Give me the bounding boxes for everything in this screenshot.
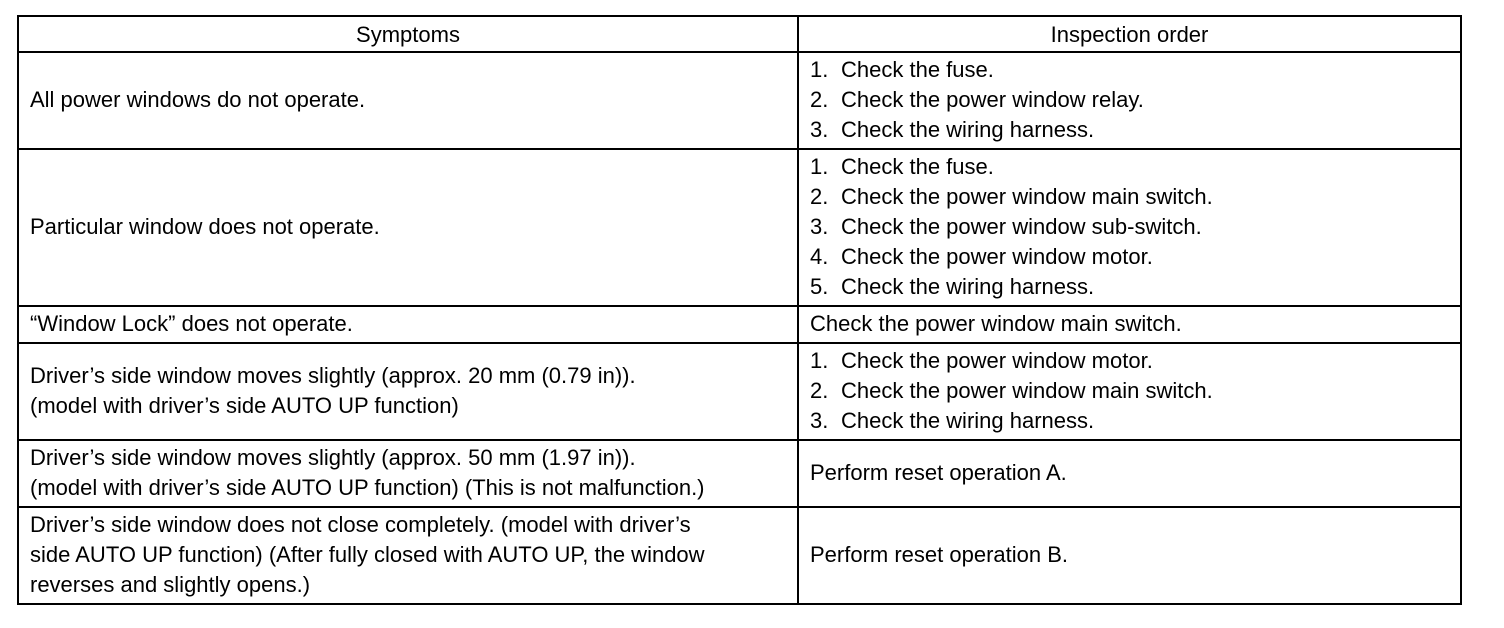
step-text: Check the fuse. <box>841 57 994 82</box>
inspection-step: 1. Check the fuse. <box>810 154 994 179</box>
symptom-cell <box>18 507 798 604</box>
inspection-cell <box>798 149 1461 306</box>
symptom-text: Driver’s side window moves slightly (approx. 20 mm (0.79 in)). <box>30 363 636 388</box>
inspection-step: 3. Check the power window sub-switch. <box>810 214 1202 239</box>
inspection-step: 2. Check the power window relay. <box>810 87 1144 112</box>
step-text: Check the power window main switch. <box>841 184 1213 209</box>
inspection-text: Perform reset operation B. <box>810 542 1069 567</box>
step-text: Check the power window sub-switch. <box>841 214 1202 239</box>
inspection-steps <box>810 346 1450 436</box>
inspection-step: 2. Check the power window main switch. <box>810 378 1213 403</box>
table-row <box>18 149 1461 306</box>
header-inspection-order: Inspection order <box>798 16 1461 52</box>
symptom-cell <box>18 306 798 343</box>
symptom-cell <box>18 343 798 440</box>
symptom-text: (model with driver’s side AUTO UP function) (This is not malfunction.) <box>30 475 705 500</box>
inspection-cell <box>798 507 1461 604</box>
step-text: Check the power window motor. <box>841 348 1153 373</box>
inspection-cell <box>798 440 1461 507</box>
table-row <box>18 507 1461 604</box>
symptom-cell <box>18 440 798 507</box>
inspection-steps <box>810 55 1450 145</box>
step-text: Check the wiring harness. <box>841 408 1095 433</box>
step-text: Check the wiring harness. <box>841 274 1095 299</box>
inspection-step: 5. Check the wiring harness. <box>810 274 1095 299</box>
inspection-step: 3. Check the wiring harness. <box>810 408 1095 433</box>
inspection-cell <box>798 306 1461 343</box>
inspection-step: 4. Check the power window motor. <box>810 244 1153 269</box>
inspection-steps <box>810 152 1450 302</box>
table-row <box>18 440 1461 507</box>
inspection-step: 3. Check the wiring harness. <box>810 117 1095 142</box>
step-text: Check the power window motor. <box>841 244 1153 269</box>
inspection-step: 1. Check the fuse. <box>810 57 994 82</box>
symptom-text: “Window Lock” does not operate. <box>30 311 353 336</box>
step-text: Check the power window relay. <box>841 87 1144 112</box>
symptom-text: Driver’s side window does not close completely. (model with driver’s <box>30 512 691 537</box>
symptom-text: reverses and slightly opens.) <box>30 572 311 597</box>
inspection-text: Perform reset operation A. <box>810 460 1067 485</box>
step-text: Check the wiring harness. <box>841 117 1095 142</box>
header-symptoms: Symptoms <box>18 16 798 52</box>
table-row <box>18 343 1461 440</box>
inspection-text: Check the power window main switch. <box>810 311 1182 336</box>
inspection-step: 2. Check the power window main switch. <box>810 184 1213 209</box>
header-row <box>18 16 1461 52</box>
table-row <box>18 52 1461 149</box>
symptom-text: All power windows do not operate. <box>30 87 366 112</box>
symptom-text: side AUTO UP function) (After fully closed with AUTO UP, the window <box>30 542 705 567</box>
symptom-cell <box>18 52 798 149</box>
step-text: Check the power window main switch. <box>841 378 1213 403</box>
inspection-step: 1. Check the power window motor. <box>810 348 1153 373</box>
symptom-cell <box>18 149 798 306</box>
inspection-cell <box>798 52 1461 149</box>
symptom-text: (model with driver’s side AUTO UP function) <box>30 393 459 418</box>
symptom-text: Driver’s side window moves slightly (approx. 50 mm (1.97 in)). <box>30 445 636 470</box>
table-row <box>18 306 1461 343</box>
step-text: Check the fuse. <box>841 154 994 179</box>
inspection-table <box>17 15 1462 605</box>
symptom-text: Particular window does not operate. <box>30 214 380 239</box>
inspection-cell <box>798 343 1461 440</box>
